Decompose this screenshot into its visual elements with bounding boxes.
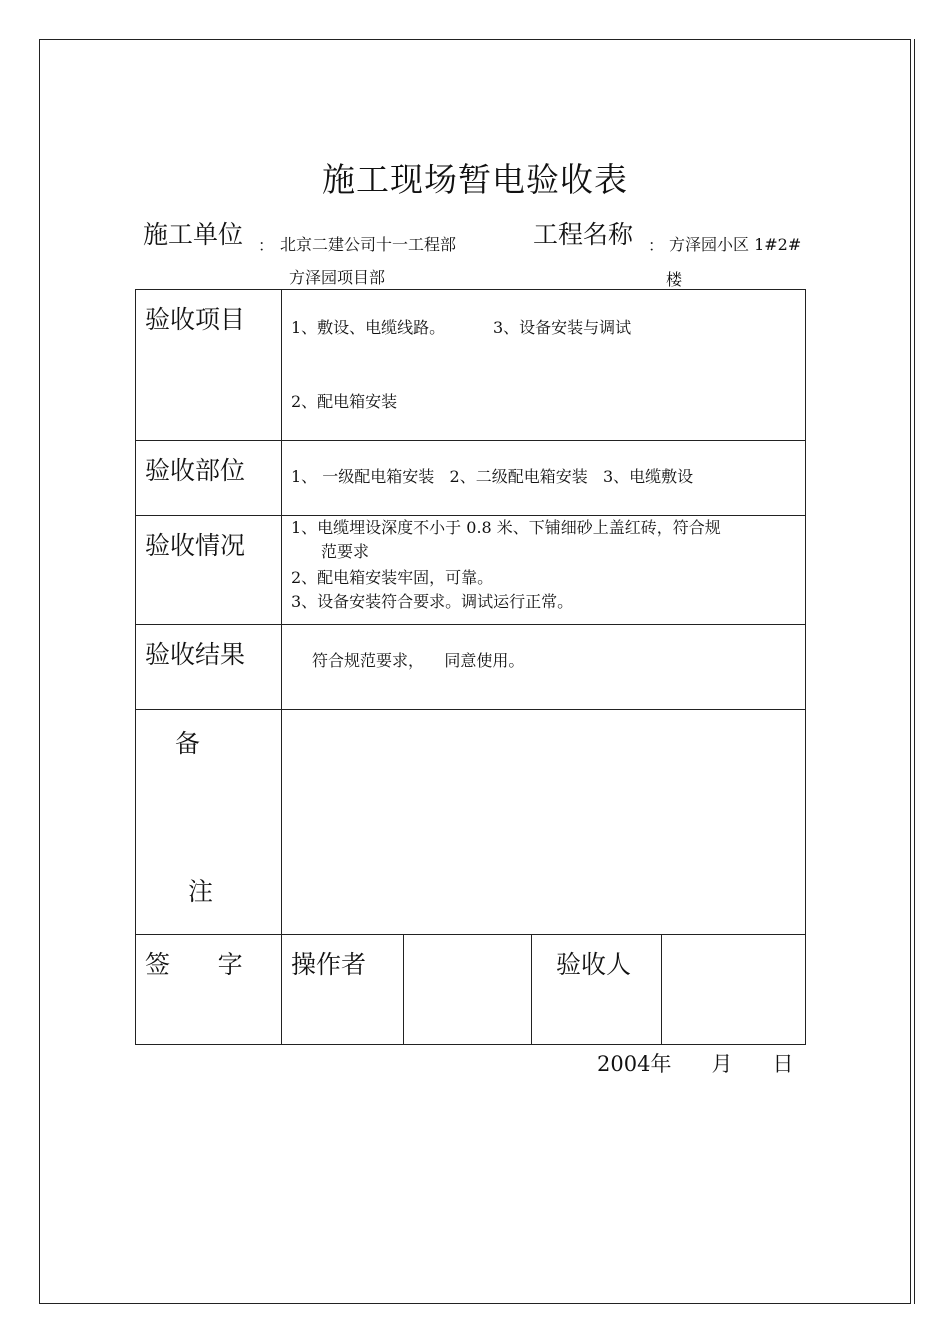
location-label: 验收部位: [136, 441, 282, 516]
unit-colon: ：: [258, 236, 275, 255]
situation-line1: 1、电缆埋设深度不小于 0.8 米、下铺细砂上盖红砖，符合规: [291, 518, 721, 537]
remarks-label-cell: [136, 710, 282, 935]
result-text: 符合规范要求， 同意使用。: [312, 651, 525, 670]
remarks-label-bottom: 注: [188, 877, 214, 906]
acceptor-sign-field[interactable]: [662, 935, 806, 1045]
situation-line3: 3、设备安装符合要求。调试运行正常。: [291, 592, 574, 611]
items-line1b: 3、设备安装与调试: [493, 318, 632, 337]
items-line2: 2、配电箱安装: [291, 392, 398, 411]
date-line: 2004年 月 日: [597, 1052, 794, 1076]
project-value-line1: 方泽园小区 1#2#: [669, 235, 802, 254]
project-colon: ：: [648, 236, 665, 255]
row-location: [136, 441, 806, 516]
result-content: [282, 625, 806, 710]
items-label: 验收项目: [136, 290, 282, 441]
operator-sign-field[interactable]: [404, 935, 532, 1045]
row-items: [136, 290, 806, 441]
row-remarks: [136, 710, 806, 935]
items-content: [282, 290, 806, 441]
location-content: [282, 441, 806, 516]
form-title: 施工现场暂电验收表: [322, 160, 628, 199]
location-text: 1、 一级配电箱安装 2、二级配电箱安装 3、电缆敷设: [291, 467, 694, 486]
unit-value-line2: 方泽园项目部: [289, 268, 386, 287]
project-value-line2: 楼: [666, 270, 683, 289]
situation-line1-cont: 范要求: [321, 542, 370, 561]
situation-label: 验收情况: [136, 516, 282, 625]
remarks-label-top: 备: [175, 729, 201, 758]
row-result: [136, 625, 806, 710]
result-label: 验收结果: [136, 625, 282, 710]
unit-value-line1: 北京二建公司十一工程部: [280, 235, 457, 254]
operator-label: 操作者: [282, 935, 404, 1045]
page-border-right-line: [914, 39, 915, 1304]
acceptance-table: [135, 289, 806, 1045]
row-signature: [136, 935, 806, 1045]
remarks-content: [282, 710, 806, 935]
situation-content: [282, 516, 806, 625]
row-situation: [136, 516, 806, 625]
acceptor-label: 验收人: [532, 935, 662, 1045]
signature-label: 签 字: [136, 935, 282, 1045]
project-label: 工程名称: [533, 220, 634, 249]
situation-line2: 2、配电箱安装牢固，可靠。: [291, 568, 494, 587]
unit-label: 施工单位: [143, 220, 244, 249]
items-line1a: 1、敷设、电缆线路。: [291, 318, 446, 337]
